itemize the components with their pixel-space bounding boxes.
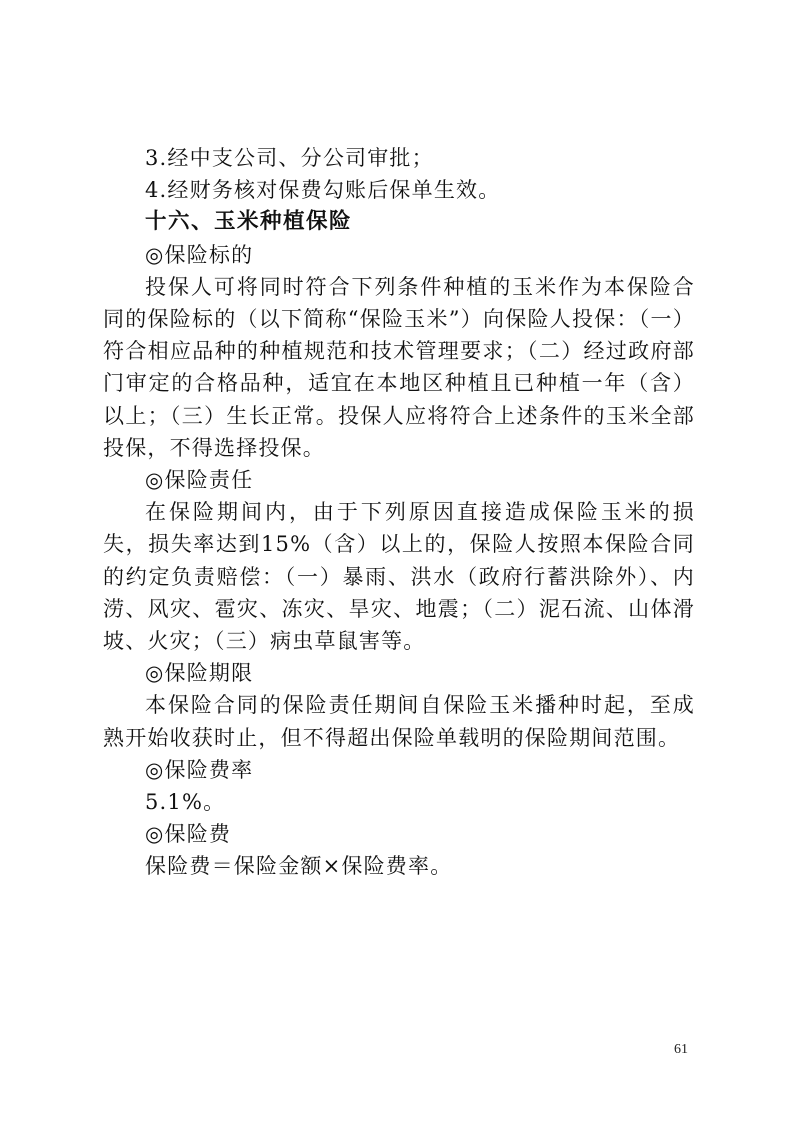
- liability-heading: ◎保险责任: [145, 468, 254, 493]
- subject-paragraph: 投保人可将同时符合下列条件种植的玉米作为本保险合同的保险标的（以下简称“保险玉米”）向保险人投保：（一）符合相应品种的种植规范和技术管理要求；（二）经过政府部门审定的合格品种，适宜在本地区种植且已种植一年（含）以上；（三）生长正常。投保人应将符合上述条件的玉米全部投保，不得选择投保。: [103, 274, 695, 460]
- rate-heading: ◎保险费率: [145, 757, 254, 782]
- rate-value: 5.1%。: [145, 790, 226, 815]
- period-heading: ◎保险期限: [145, 661, 254, 686]
- page-content: [103, 142, 695, 883]
- list-item-effect: 4.经财务核对保费勾账后保单生效。: [145, 178, 501, 203]
- subject-heading: ◎保险标的: [145, 242, 254, 267]
- period-paragraph: 本保险合同的保险责任期间自保险玉米播种时起，至成熟开始收获时止，但不得超出保险单载明的保险期间范围。: [103, 693, 695, 750]
- list-item-approval: 3.经中支公司、分公司审批；: [145, 146, 434, 170]
- page-number: 61: [674, 1042, 688, 1057]
- section-heading: 十六、玉米种植保险: [145, 209, 353, 235]
- premium-heading: ◎保险费: [145, 822, 232, 847]
- premium-formula: 保险费＝保险金额×保险费率。: [145, 854, 453, 879]
- liability-paragraph: 在保险期间内，由于下列原因直接造成保险玉米的损失，损失率达到15%（含）以上的，保险人按照本保险合同的约定负责赔偿：（一）暴雨、洪水（政府行蓄洪除外）、内涝、风灾、雹灾、冻灾、旱灾、地震；（二）泥石流、山体滑坡、火灾；（三）病虫草鼠害等。: [103, 500, 695, 654]
